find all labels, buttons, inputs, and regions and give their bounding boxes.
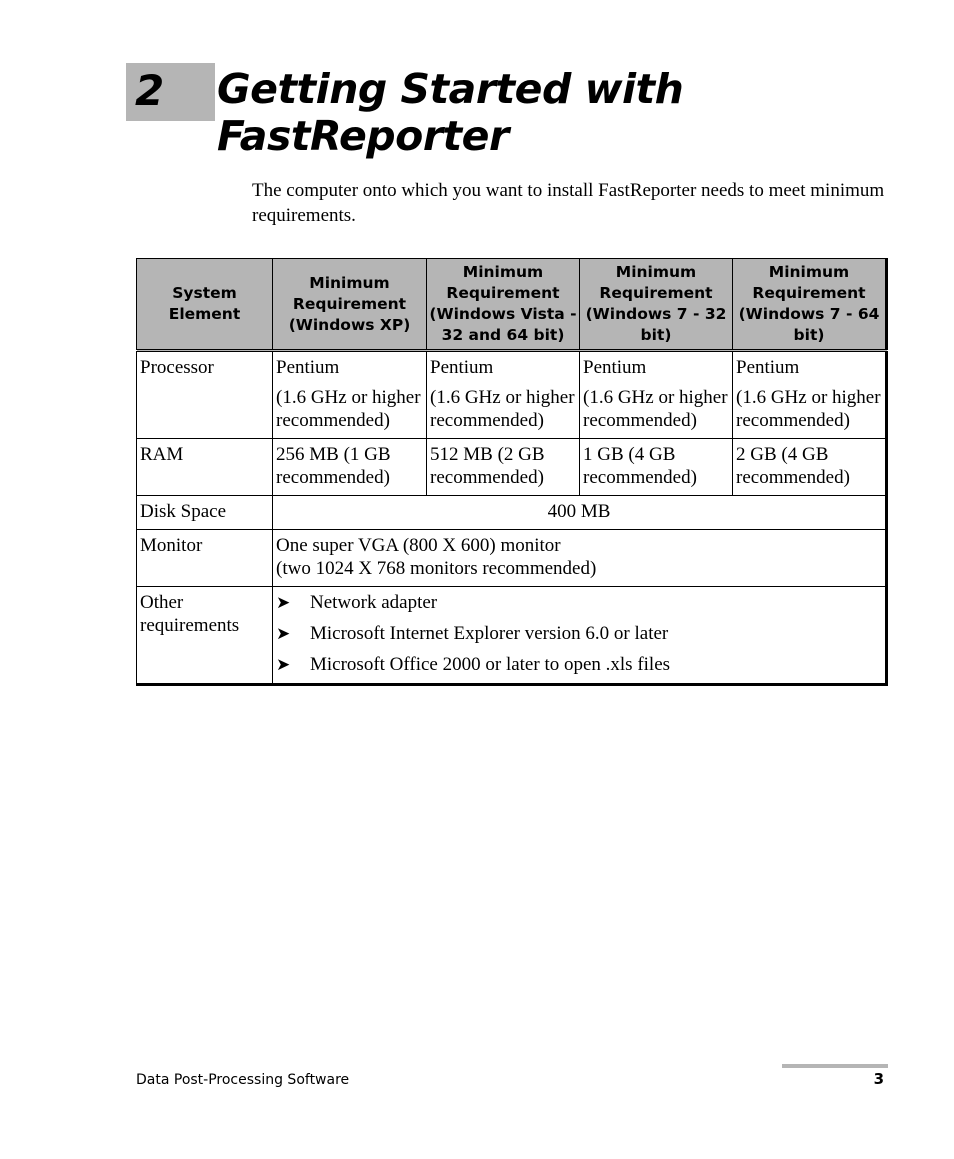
table-row-ram: [137, 439, 887, 496]
cell-text: One super VGA (800 X 600) monitor: [276, 535, 561, 556]
header-windows-7-64: Minimum Requirement (Windows 7 - 64 bit): [733, 259, 887, 351]
table-row-monitor: [137, 530, 887, 587]
table-row-disk-space: [137, 496, 887, 530]
table-row-processor: [137, 351, 887, 439]
arrow-bullet-icon: ➤: [276, 593, 291, 613]
table-cell: [273, 587, 887, 685]
header-windows-xp: Minimum Requirement (Windows XP): [273, 259, 427, 351]
header-windows-vista: Minimum Requirement (Windows Vista - 32 and 64 bit): [427, 259, 580, 351]
table-row-other: [137, 587, 887, 685]
table-cell: [427, 351, 580, 439]
cell-text: (two 1024 X 768 monitors recommended): [276, 558, 597, 579]
chapter-title: Getting Started with FastReporter: [217, 65, 684, 160]
table-cell: [273, 351, 427, 439]
list-item-text: Network adapter: [310, 592, 438, 613]
list-item: [276, 653, 882, 677]
cell-text: (1.6 GHz or higher recommended): [430, 387, 575, 431]
header-windows-7-32: Minimum Requirement (Windows 7 - 32 bit): [580, 259, 733, 351]
cell-text: Pentium: [736, 357, 800, 378]
cell-text: Pentium: [430, 357, 494, 378]
row-label: Monitor: [137, 530, 273, 587]
header-system-element: System Element: [137, 259, 273, 351]
arrow-bullet-icon: ➤: [276, 655, 291, 675]
list-item-text: Microsoft Internet Explorer version 6.0 or later: [310, 623, 669, 644]
list-item: [276, 591, 882, 615]
footer-document-title: Data Post-Processing Software: [136, 1072, 350, 1088]
table-cell: 512 MB (2 GB recommended): [427, 439, 580, 496]
requirements-table: [136, 258, 888, 686]
row-label: RAM: [137, 439, 273, 496]
row-label: Disk Space: [137, 496, 273, 530]
table-cell: 400 MB: [273, 496, 887, 530]
cell-text: Pentium: [583, 357, 647, 378]
table-cell: 2 GB (4 GB recommended): [733, 439, 887, 496]
cell-text: (1.6 GHz or higher recommended): [736, 387, 881, 431]
table-cell: 1 GB (4 GB recommended): [580, 439, 733, 496]
table-cell: [273, 530, 887, 587]
chapter-number: 2: [135, 66, 165, 115]
list-item: [276, 622, 882, 646]
intro-paragraph: The computer onto which you want to install FastReporter needs to meet minimum requirements.: [252, 180, 885, 226]
requirements-list: [276, 591, 882, 677]
cell-text: (1.6 GHz or higher recommended): [583, 387, 728, 431]
page-number: 3: [873, 1070, 884, 1088]
table-cell: 256 MB (1 GB recommended): [273, 439, 427, 496]
row-label: Other requirements: [137, 587, 273, 685]
footer-rule: [782, 1064, 888, 1068]
table-header-row: [137, 259, 887, 351]
row-label: Processor: [137, 351, 273, 439]
table-cell: [733, 351, 887, 439]
cell-text: (1.6 GHz or higher recommended): [276, 387, 421, 431]
list-item-text: Microsoft Office 2000 or later to open .xls files: [310, 654, 671, 675]
table-cell: [580, 351, 733, 439]
arrow-bullet-icon: ➤: [276, 624, 291, 644]
cell-text: Pentium: [276, 357, 340, 378]
